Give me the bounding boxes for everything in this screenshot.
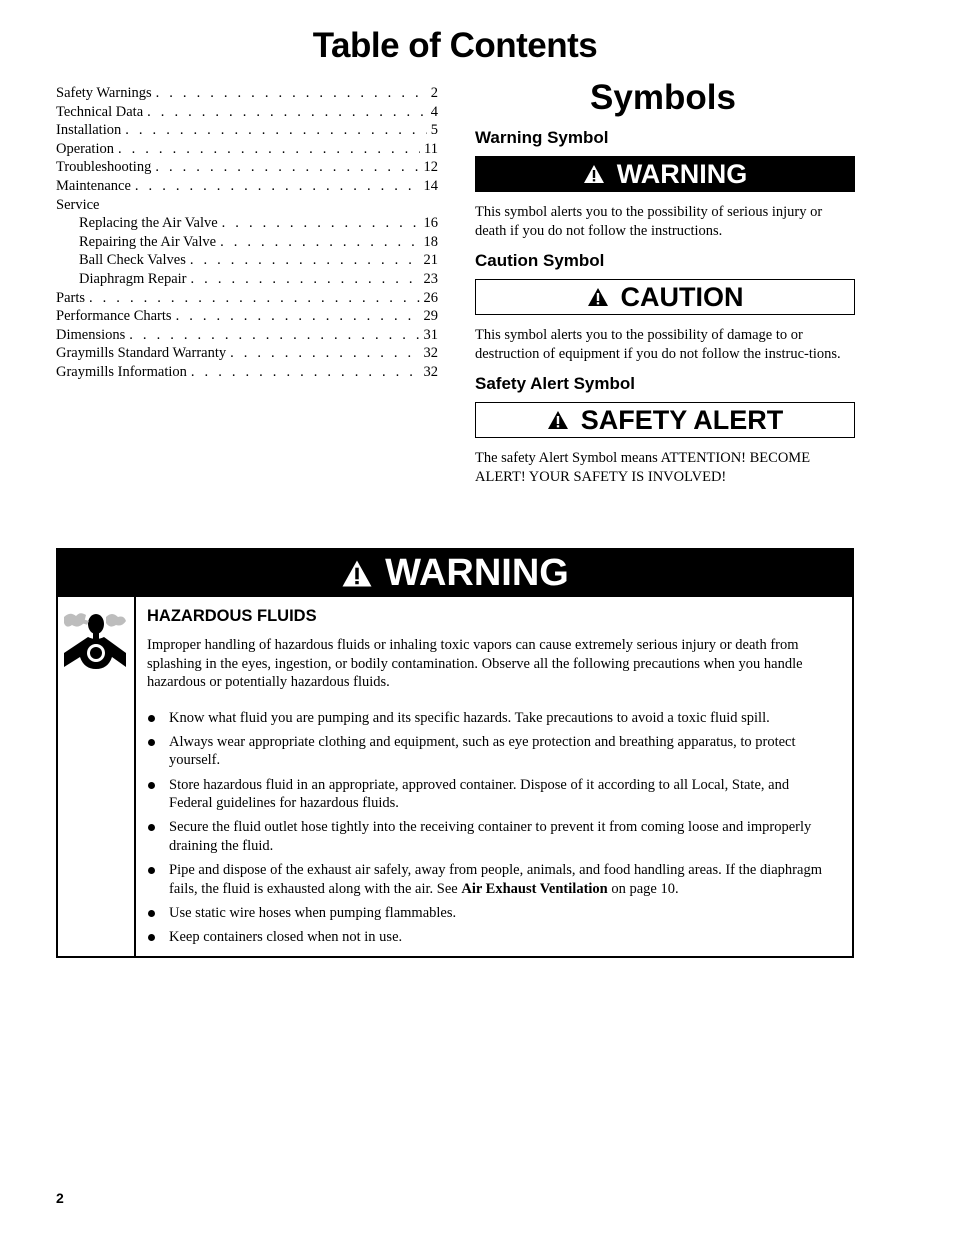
warning-box-banner-label: WARNING (385, 552, 569, 594)
toc-entry-page: 11 (424, 140, 438, 157)
list-item (147, 861, 832, 898)
list-item: Know what fluid you are pumping and its specific hazards. Take precautions to avoid a toxic fluid spill. (147, 709, 832, 728)
toc-entry (56, 363, 438, 382)
toc-entry (56, 214, 438, 233)
toc-entry (56, 121, 438, 140)
toc-entry-page: 29 (423, 308, 438, 325)
toc-entry-page: 2 (430, 85, 438, 101)
toc-entry-label: Ball Check Valves (79, 252, 186, 269)
toc-entry-label: Service (56, 196, 100, 213)
air-exhaust-ventilation-ref: Air Exhaust Ventilation (461, 880, 608, 897)
caution-banner-label: CAUTION (620, 281, 744, 312)
toc-entry (56, 307, 438, 326)
toc-leader (191, 363, 420, 382)
toc-entry-page: 18 (423, 233, 438, 250)
safety-alert-banner-label: SAFETY ALERT (580, 404, 784, 435)
safety-alert-banner (475, 402, 855, 438)
toc-leader (135, 177, 420, 196)
toc-leader (220, 233, 419, 252)
alert-triangle-icon (341, 559, 373, 588)
toc-entry-label: Safety Warnings (56, 85, 152, 101)
bullet-text: on page 10. (607, 880, 679, 897)
warning-banner-label: WARNING (616, 158, 748, 189)
toc-entry-label: Diaphragm Repair (79, 270, 187, 287)
toc-entry (56, 270, 438, 289)
toc-title: Table of Contents (312, 26, 598, 65)
toc-entry (56, 103, 438, 122)
toc-leader (118, 140, 420, 159)
hazardous-fluid-icon (62, 609, 128, 675)
toc-leader (191, 270, 420, 289)
toc-leader (129, 326, 419, 345)
list-item: Use static wire hoses when pumping flammables. (147, 904, 832, 923)
toc-leader (147, 103, 427, 122)
toc-entry (56, 289, 438, 308)
caution-symbol-heading: Caution Symbol (475, 251, 605, 271)
caution-banner (475, 279, 855, 315)
toc-entry-label: Troubleshooting (56, 159, 152, 176)
toc-entry-label: Repairing the Air Valve (79, 233, 217, 250)
toc-leader (155, 158, 419, 177)
toc-entry (56, 84, 438, 103)
hazardous-fluids-intro: Improper handling of hazardous fluids or inhaling toxic vapors can cause extremely serious injury or death from splashing in the eyes, ingestion, or bodily contamination. Observe all the following precautions when you handle hazardous or potentially hazardous fluids. (147, 637, 803, 691)
toc-entry-label: Maintenance (56, 177, 131, 194)
toc-entry-label: Performance Charts (56, 308, 172, 325)
symbols-title: Symbols (590, 78, 736, 117)
caution-symbol-text: This symbol alerts you to the possibility of damage to or destruction of equipment if you do not follow the instruc-tions. (475, 327, 841, 362)
toc-entry-label: Graymills Standard Warranty (56, 345, 227, 362)
list-item: Secure the fluid outlet hose tightly into the receiving container to prevent it from coming loose and improperly draining the fluid. (147, 818, 832, 855)
toc-entry-page: 26 (423, 289, 438, 306)
toc-entry-label: Replacing the Air Valve (79, 215, 218, 232)
hazardous-fluids-heading: HAZARDOUS FLUIDS (147, 607, 317, 625)
toc-entry (56, 233, 438, 252)
page-number: 2 (56, 1190, 64, 1206)
precautions-list (147, 709, 832, 947)
list-item: Store hazardous fluid in an appropriate, approved container. Dispose of it according to all Local, State, and Federal guidelines for hazardous fluids. (147, 776, 832, 813)
toc-entry-page: 32 (423, 363, 438, 380)
warning-icon-column (58, 597, 136, 956)
toc-leader (222, 214, 420, 233)
toc-entry (56, 177, 438, 196)
toc-entry (56, 251, 438, 270)
warning-box-banner (58, 550, 852, 597)
toc-entry-label: Operation (56, 140, 114, 157)
alert-triangle-icon (583, 164, 605, 184)
warning-symbol-text: This symbol alerts you to the possibility of serious injury or death if you do not follow the instructions. (475, 204, 823, 239)
safety-alert-symbol-heading: Safety Alert Symbol (475, 374, 635, 394)
toc-leader (156, 84, 427, 103)
alert-triangle-icon (587, 287, 609, 307)
toc-entry-page: 5 (430, 122, 438, 139)
toc-entry-label: Parts (56, 289, 85, 306)
toc-entry-page: 16 (423, 215, 438, 232)
toc-leader (176, 307, 420, 326)
toc-section (56, 196, 438, 215)
toc-leader (89, 289, 420, 308)
toc-entry (56, 140, 438, 159)
toc-entry-label: Dimensions (56, 326, 126, 343)
toc-entry (56, 158, 438, 177)
toc-entry-page: 21 (423, 252, 438, 269)
bullet-text: Pipe and dispose of the exhaust air safely, away from people, animals, and food handling areas. If the diaphragm fails, the fluid is exhausted along with the air. See (169, 861, 822, 897)
toc-entry-label: Graymills Information (56, 363, 187, 380)
toc-entry (56, 344, 438, 363)
toc-entry-page: 14 (423, 177, 438, 194)
symbols-section (475, 78, 855, 498)
toc-leader (125, 121, 427, 140)
toc-entry (56, 326, 438, 345)
warning-banner (475, 156, 855, 192)
warning-symbol-heading: Warning Symbol (475, 128, 609, 147)
toc-entry-page: 12 (423, 159, 438, 176)
alert-triangle-icon (547, 410, 569, 430)
safety-alert-symbol-text: The safety Alert Symbol means ATTENTION! BECOME ALERT! YOUR SAFETY IS INVOLVED! (475, 450, 811, 485)
toc-entry-page: 4 (430, 103, 438, 120)
toc-entry-page: 23 (423, 270, 438, 287)
toc-entry-label: Installation (56, 122, 122, 139)
toc-leader (190, 251, 420, 270)
toc-entry-page: 32 (423, 345, 438, 362)
hazardous-fluids-warning-box (56, 548, 854, 958)
toc-leader (230, 344, 419, 363)
list-item: Keep containers closed when not in use. (147, 928, 832, 947)
toc-entry-page: 31 (423, 326, 438, 343)
table-of-contents (56, 84, 438, 382)
toc-entry-label: Technical Data (56, 103, 144, 120)
list-item: Always wear appropriate clothing and equipment, such as eye protection and breathing apparatus, to protect yourself. (147, 733, 832, 770)
